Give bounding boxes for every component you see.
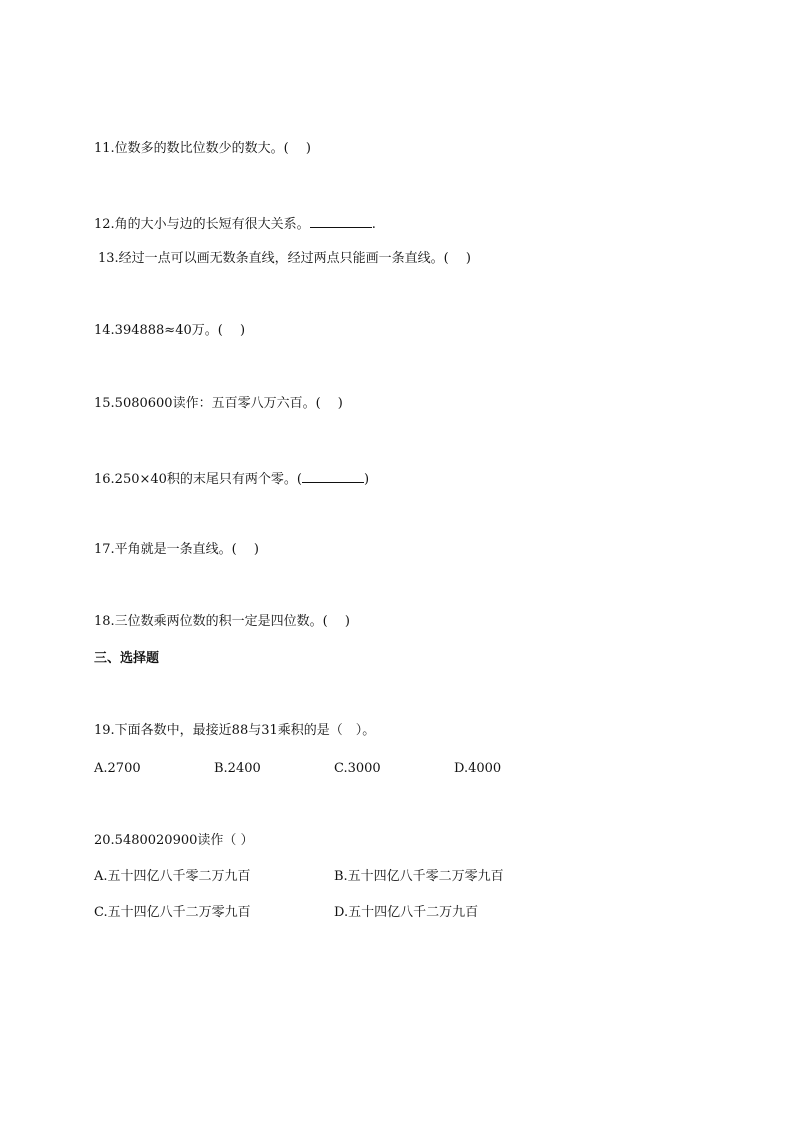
question-16 [94, 468, 369, 489]
question-13 [98, 250, 471, 268]
q20-option-a[interactable] [94, 868, 251, 886]
question-15-text: 15.5080600读作：五百零八万六百。( ) [94, 396, 343, 411]
question-16-text: 16.250×40积的末尾只有两个零。( [94, 472, 302, 487]
answer-blank[interactable] [310, 213, 372, 228]
section-heading [94, 650, 159, 668]
question-13-text: 13.经过一点可以画无数条直线，经过两点只能画一条直线。( ) [98, 251, 471, 266]
question-15 [94, 395, 343, 413]
question-20-text: 20.5480020900读作（ ） [94, 833, 254, 848]
question-14 [94, 322, 245, 340]
option-label: D.4000 [454, 761, 502, 776]
question-12-suffix: . [371, 217, 376, 232]
question-18-text: 18.三位数乘两位数的积一定是四位数。( ) [94, 614, 350, 629]
q20-option-d[interactable] [334, 904, 478, 922]
question-19 [94, 722, 375, 740]
option-label: D.五十四亿八千二万九百 [334, 905, 479, 920]
option-label: B.五十四亿八千零二万零九百 [334, 869, 504, 884]
question-11-text: 11.位数多的数比位数少的数大。( ) [94, 141, 311, 156]
option-label: A.五十四亿八千零二万九百 [94, 869, 251, 884]
q20-option-b[interactable] [334, 868, 504, 886]
question-12 [94, 213, 376, 234]
question-12-text: 12.角的大小与边的长短有很大关系。 [94, 217, 310, 232]
q19-option-b[interactable] [214, 760, 261, 778]
answer-blank[interactable] [302, 468, 364, 483]
question-19-text: 19.下面各数中，最接近88与31乘积的是（ ）。 [94, 723, 376, 738]
option-label: C.3000 [334, 761, 381, 776]
section-heading-text: 三、选择题 [94, 651, 160, 666]
q19-option-d[interactable] [454, 760, 501, 778]
option-label: B.2400 [214, 761, 261, 776]
q19-option-a[interactable] [94, 760, 141, 778]
question-11 [94, 140, 311, 158]
question-14-text: 14.394888≈40万。( ) [94, 323, 246, 338]
option-label: A.2700 [94, 761, 141, 776]
question-16-suffix: ) [364, 472, 370, 487]
question-18 [94, 613, 350, 631]
q19-option-c[interactable] [334, 760, 381, 778]
question-17-text: 17.平角就是一条直线。( ) [94, 542, 259, 557]
question-20 [94, 832, 254, 850]
question-17 [94, 541, 259, 559]
option-label: C.五十四亿八千二万零九百 [94, 905, 251, 920]
q20-option-c[interactable] [94, 904, 251, 922]
